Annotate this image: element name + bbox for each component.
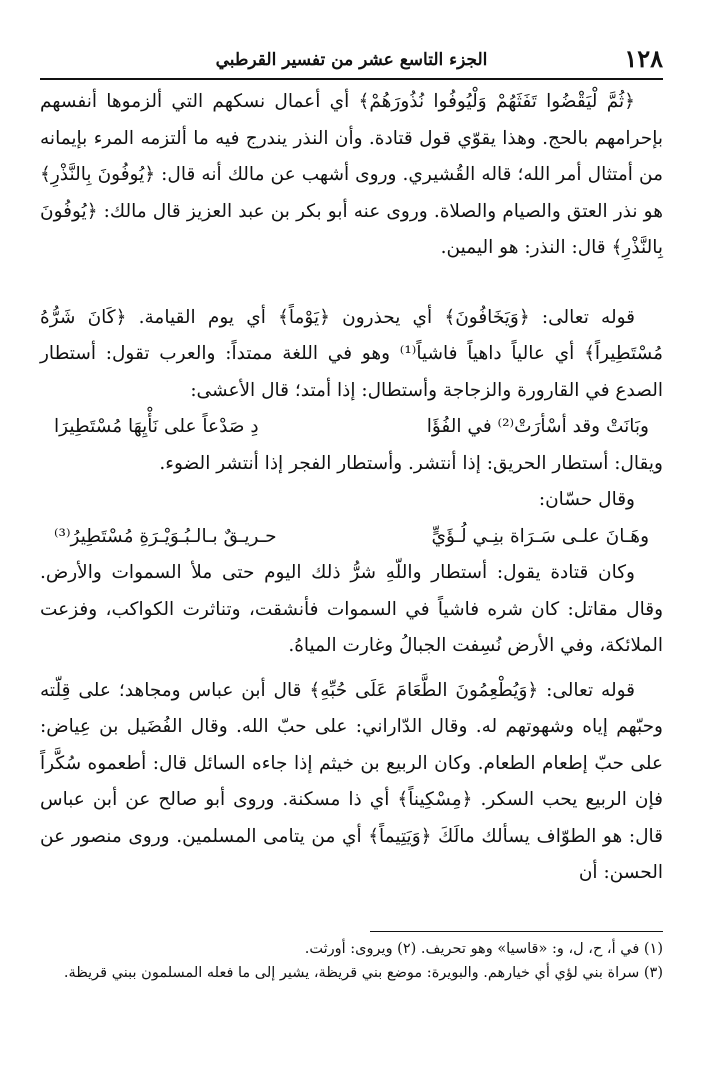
running-title: الجزء التاسع عشر من تفسير القرطبي <box>215 50 488 70</box>
paragraph-vows: ﴿ثُمَّ لْيَقْضُوا تَفَثَهُمْ وَلْيُوفُوا نُذُورَهُمْ﴾ أي أعمال نسكهم التي ألزموها أنفسهم بإحرامهم بالحج. وهذا يقوّي قول قتادة. وأن النذر يندرج فيه ما ألتزمه المرء بإيمانه من أمتثال أمر الله؛ قاله القُشيري. وروى أشهب عن مالك أنه قال: ﴿يُوفُونَ بِالنَّذْرِ﴾ هو نذر العتق والصيام والصلاة. وروى عنه أبو بكر بن عبد العزيز قال مالك: ﴿يُوفُونَ بِالنَّذْرِ﴾ قال: النذر: هو اليمين. <box>40 91 663 258</box>
paragraph-fear-day: قوله تعالى: ﴿وَيَخَافُونَ﴾ أي يحذرون ﴿يَوْماً﴾ أي يوم القيامة. ﴿كَانَ شَرُّهُ مُسْتَطِيراً﴾ أي عالياً داهياً فاشياً⁽¹⁾ وهو في اللغة ممتداً: والعرب تقول: أستطار الصدع في القارورة والزجاجة وأستطال: إذا أمتد؛ قال الأعشى: <box>40 306 664 401</box>
footnote-line: (٣) سراة بني لؤي أي خيارهم. والبويرة: موضع بني قريظة، يشير إلى ما فعله المسلمون ببني قريظة. <box>63 965 663 981</box>
poetry-verse-asha <box>40 409 663 446</box>
section-gap <box>40 267 663 300</box>
paragraph-qatada: وكان قتادة يقول: أستطار واللّهِ شرُّ ذلك اليوم حتى ملأ السموات والأرض. وقال مقاتل: كان شره فاشياً في السموات فأنشقت، وتناثرت الكواكب، وفزعت الملائكة، وفي الأرض نُسِفت الجبالُ وغارت المياهُ. <box>40 562 663 656</box>
poetry-verse-hassan <box>40 519 663 556</box>
paragraph-feeding: قوله تعالى: ﴿وَيُطْعِمُونَ الطَّعَامَ عَلَى حُبِّهِ﴾ قال أبن عباس ومجاهد؛ على قِلّته وحبّهم إياه وشهوتهم له. وقال الدّاراني: على حبّ الله. وقال الفُضَيل بن عِياض: على حبّ إطعام الطعام. وكان الربيع بن خيثم إذا جاءه السائل قال: أطعموه سُكَّراً فإن الربيع يحب السكر. ﴿مِسْكِيناً﴾ أي ذا مسكنة. وروى أبو صالح عن أبن عباس قال: هو الطوّاف يسألك مالَكَ ﴿وَيَتِيماً﴾ أي من يتامى المسلمين. وروى منصور عن الحسن: أن <box>40 679 663 883</box>
footnotes <box>40 937 663 985</box>
footnote-line: (١) في أ، ح، ل، و: «قاسيا» وهو تحريف. (٢) ويروى: أورثت. <box>304 941 663 957</box>
hassan-intro: وقال حسّان: <box>538 489 635 510</box>
verse-second-hemistich: دِ صَدْعاً على نَأْيِهَا مُسْتَطِيرَا <box>54 416 259 437</box>
section-gap <box>40 665 663 673</box>
main-text <box>40 84 663 892</box>
verse-first-hemistich: وهَـانَ علـى سَـرَاة بنِـي لُـؤَيٍّ <box>431 525 649 547</box>
header-rule <box>40 78 663 80</box>
verse-second-hemistich: حـريـقٌ بـالـبُـوَيْـرَةِ مُسْتَطِيرُ⁽³⁾ <box>54 525 277 547</box>
verse-first-hemistich: وبَانَتْ وقد أسْأرَتْ⁽²⁾ في الفُؤَا <box>426 416 649 437</box>
footnote-rule <box>370 931 663 932</box>
paragraph-fire-spread: ويقال: أستطار الحريق: إذا أنتشر. وأستطار الفجر إذا أنتشر الضوء. <box>159 452 663 474</box>
page-number: ١٢٨ <box>624 44 663 73</box>
page-header <box>40 44 663 78</box>
